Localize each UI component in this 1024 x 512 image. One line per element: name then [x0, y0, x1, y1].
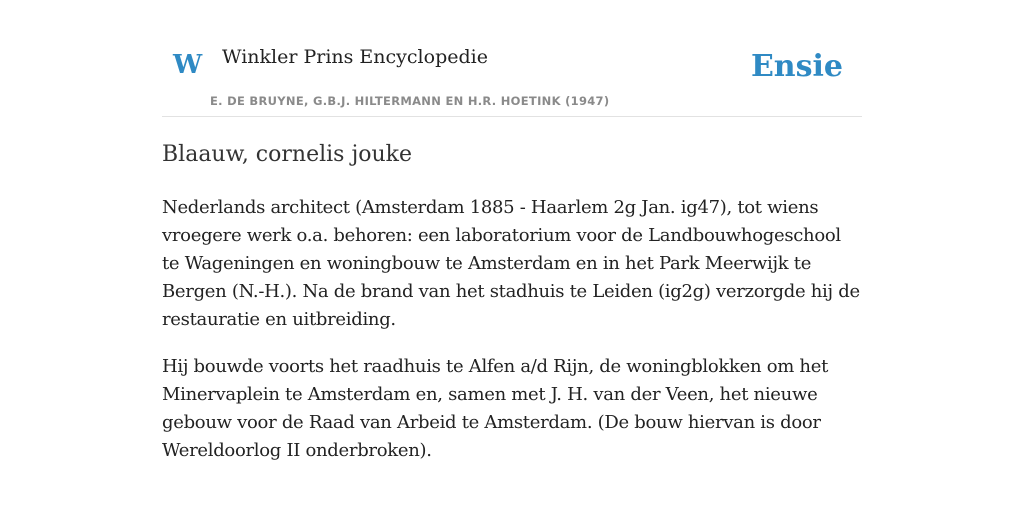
article-paragraph-1: Nederlands architect (Amsterdam 1885 - Haarlem 2g Jan. ig47), tot wiens vroegere werk o.a. behoren: een laboratorium voor de Landbouwhogeschool te Wageningen en woningbouw te Amsterdam en in het Park Meerwijk te Bergen (N.-H.). Na de brand van het stadhuis te Leiden (ig2g) verzorgde hij de restauratie en uitbreiding. — [162, 196, 860, 330]
source-authors: E. DE BRUYNE, G.B.J. HILTERMANN EN H.R. HOETINK (1947) — [210, 94, 610, 108]
source-logo[interactable]: W — [173, 50, 203, 80]
page-container — [162, 0, 862, 465]
source-header — [162, 0, 862, 117]
article-title: Blaauw, cornelis jouke — [162, 142, 413, 167]
source-title[interactable]: Winkler Prins Encyclopedie — [222, 46, 488, 68]
ensie-logo[interactable]: Ensie — [750, 49, 843, 84]
article-paragraph-2: Hij bouwde voorts het raadhuis te Alfen a/d Rijn, de woningblokken om het Minervaplein te Amsterdam en, samen met J. H. van der Veen, het nieuwe gebouw voor de Raad van Arbeid te Amsterdam. (De bouw hiervan is door Wereldoorlog II onderbroken). — [162, 355, 829, 461]
